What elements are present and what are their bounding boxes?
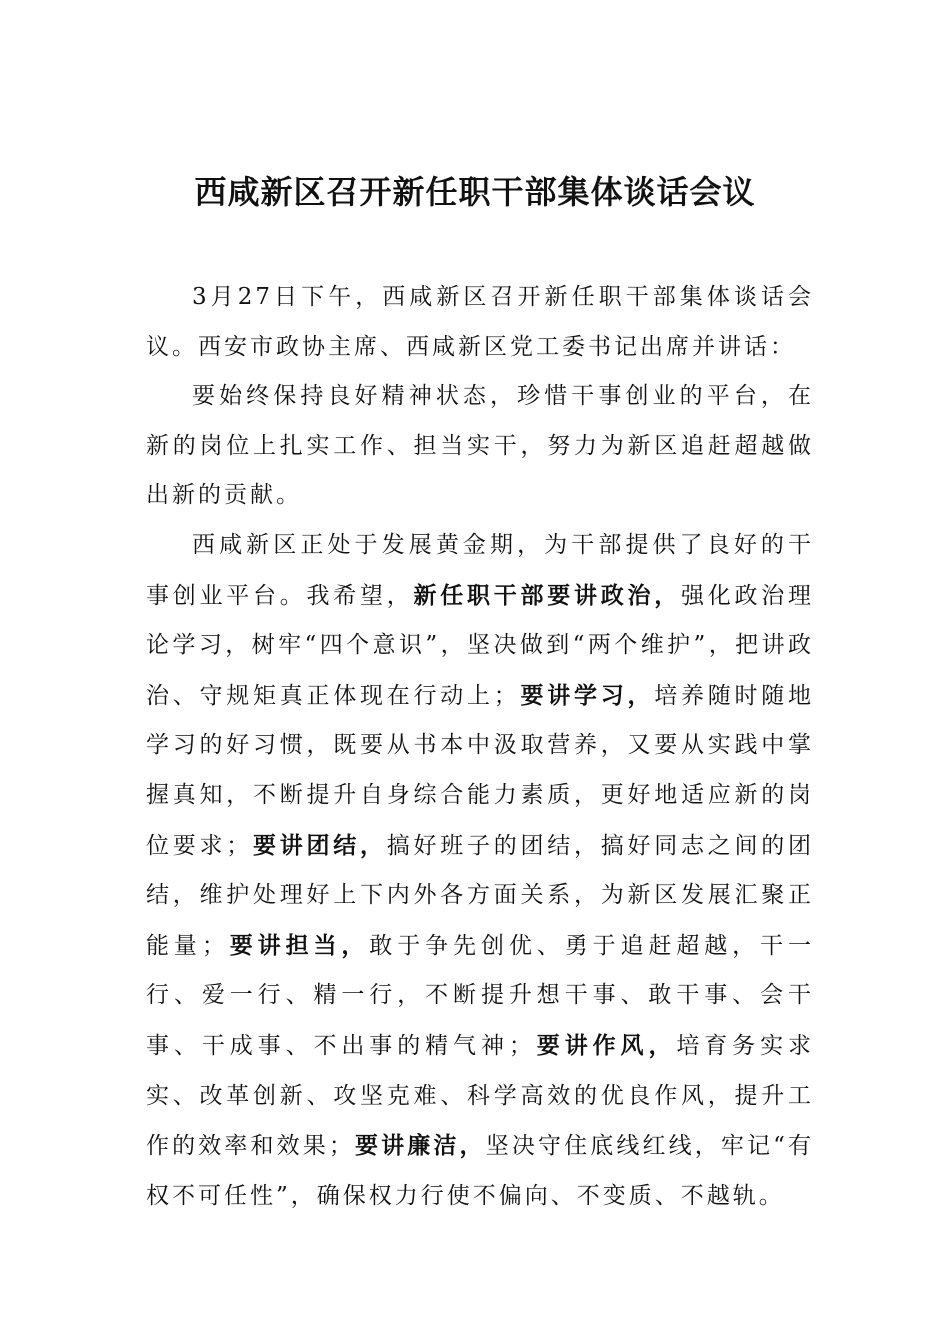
paragraph-3 — [146, 521, 814, 1221]
paragraph-3-text-responsibility: 敢于争先创优、勇于追赶超越，干一行、爱一行、精一行，不断提升想干事、敢干事、会干事、干成事、不出事的精气神； — [146, 932, 815, 1059]
paragraph-3-text-politics: 强化政治理论学习，树牢“四个意识”，坚决做到“两个维护”，把讲政治、守规矩真正体现在行动上； — [146, 582, 814, 709]
paragraph-2-text: 要始终保持良好精神状态，珍惜干事创业的平台，在新的岗位上扎实工作、担当实干，努力为新区追赶超越做出新的贡献。 — [146, 383, 814, 509]
paragraph-1-text: 3月27日下午，西咸新区召开新任职干部集体谈话会议。西安市政协主席、西咸新区党工委书记出席并讲话： — [146, 284, 814, 360]
paragraph-3-text-unity: 搞好班子的团结，搞好同志之间的团结，维护处理好上下内外各方面关系，为新区发展汇聚正能量； — [146, 832, 814, 959]
paragraph-3-text-study: 培养随时随地学习的好习惯，既要从书本中汲取营养，又要从实践中掌握真知，不断提升自身综合能力素质，更好地适应新的岗位要求； — [146, 682, 814, 859]
document-title: 西咸新区召开新任职干部集体谈话会议 — [194, 173, 756, 211]
emphasis-politics: 新任职干部要讲政治， — [413, 581, 681, 609]
paragraph-3-text-conduct: 培育务实求实、改革创新、攻坚克难、科学高效的优良作风，提升工作的效率和效果； — [146, 1032, 815, 1160]
paragraph-3-text-integrity: 坚决守住底线红线，牢记“有权不可任性”，确保权力行使不偏向、不变质、不越轨。 — [146, 1133, 814, 1209]
emphasis-conduct: 要讲作风， — [534, 1031, 677, 1059]
emphasis-responsibility: 要讲担当， — [227, 931, 370, 959]
document-body — [146, 273, 814, 1221]
emphasis-study: 要讲学习， — [519, 681, 655, 709]
paragraph-1 — [146, 273, 814, 372]
paragraph-3-intro: 西咸新区正处于发展黄金期，为干部提供了良好的干事创业平台。我希望， — [146, 531, 814, 609]
emphasis-integrity: 要讲廉洁， — [354, 1132, 486, 1160]
emphasis-unity: 要讲团结， — [252, 831, 387, 859]
paragraph-2 — [146, 372, 814, 521]
